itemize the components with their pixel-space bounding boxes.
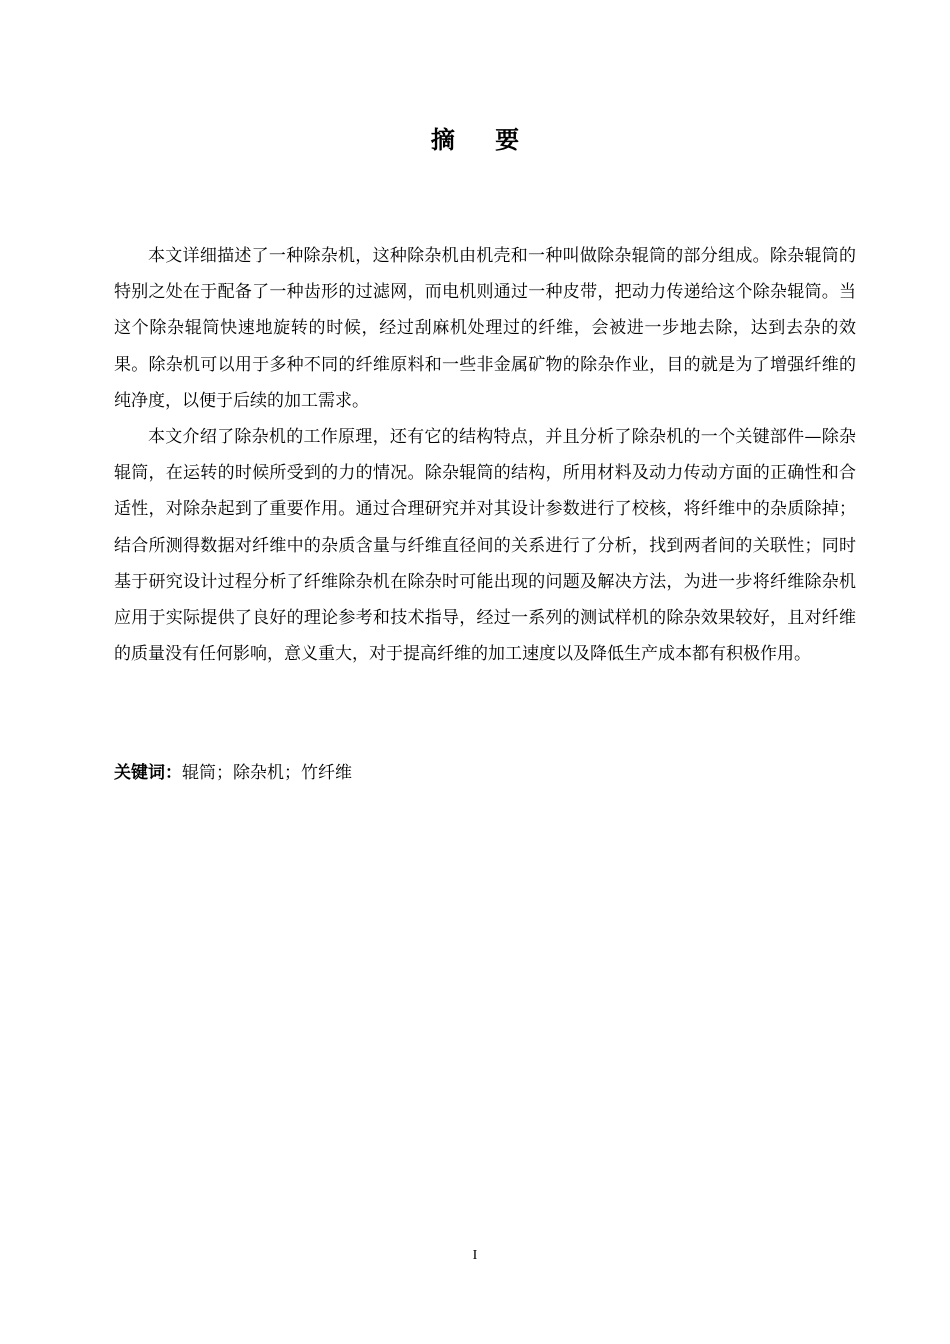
keywords-label: 关键词：	[114, 763, 182, 783]
page-title: 摘 要	[430, 126, 536, 154]
abstract-paragraph-2: 本文介绍了除杂机的工作原理，还有它的结构特点，并且分析了除杂机的一个关键部件—除杂辊筒，在运转的时候所受到的力的情况。除杂辊筒的结构，所用材料及动力传动方面的正确性和合适性，对除杂起到了重要作用。通过合理研究并对其设计参数进行了校核，将纤维中的杂质除掉；结合所测得数据对纤维中的杂质含量与纤维直径间的关系进行了分析，找到两者间的关联性；同时基于研究设计过程分析了纤维除杂机在除杂时可能出现的问题及解决方法，为进一步将纤维除杂机应用于实际提供了良好的理论参考和技术指导，经过一系列的测试样机的除杂效果较好，且对纤维的质量没有任何影响，意义重大，对于提高纤维的加工速度以及降低生产成本都有积极作用。	[114, 427, 856, 665]
keywords-line	[114, 755, 856, 791]
abstract-body	[114, 238, 856, 672]
keywords-value: 辊筒；除杂机；竹纤维	[182, 763, 352, 783]
page-number: I	[472, 1248, 478, 1263]
abstract-paragraph-1: 本文详细描述了一种除杂机，这种除杂机由机壳和一种叫做除杂辊筒的部分组成。除杂辊筒的特别之处在于配备了一种齿形的过滤网，而电机则通过一种皮带，把动力传递给这个除杂辊筒。当这个除杂辊筒快速地旋转的时候，经过刮麻机处理过的纤维，会被进一步地去除，达到去杂的效果。除杂机可以用于多种不同的纤维原料和一些非金属矿物的除杂作业，目的就是为了增强纤维的纯净度，以便于后续的加工需求。	[114, 246, 856, 411]
